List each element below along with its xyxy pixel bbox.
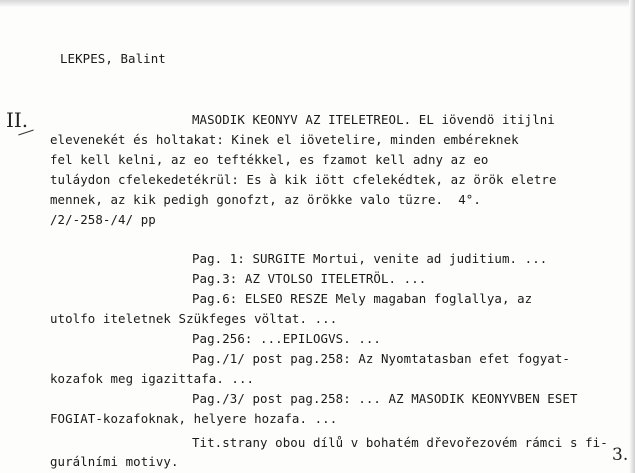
entry-line: /2/-258-/4/ pp <box>50 212 156 227</box>
card-right-edge <box>629 0 635 473</box>
description-line: gurálními motivy. <box>50 454 179 469</box>
author-heading: LEKPES, Balint <box>60 51 166 66</box>
page-note: Pag. 1: SURGITE Mortui, venite ad juditium. ... <box>192 251 548 266</box>
page-note: Pag.6: ELSEO RESZE Mely magaban foglallya, az <box>192 291 533 306</box>
page-note: utolfo iteletnek Szükfeges völtat. ... <box>50 311 338 326</box>
page-note: Pag./1/ post pag.258: Az Nyomtatasban efet fogyat- <box>192 351 570 366</box>
page-note: FOGIAT-kozafoknak, helyere hozafa. ... <box>50 411 338 426</box>
entry-line: MASODIK KEONYV AZ ITELETREOL. EL iövendö itijlni <box>192 112 555 127</box>
card-top-edge <box>0 0 635 8</box>
entry-line: fel kell kelni, az eo teftékkel, es fzamot kell adny az eo <box>50 152 489 167</box>
card-number: 3. <box>612 445 629 465</box>
entry-line: elevenekét és holtakat: Kinek el iövetelire, minden embéreknek <box>50 132 519 147</box>
handwritten-mark: II. <box>6 108 29 132</box>
page-note: Pag./3/ post pag.258: ... AZ MASODIK KEONYVBEN ESET <box>192 391 578 406</box>
page-note: kozafok meg igazittafa. ... <box>50 371 255 386</box>
entry-line: tuláydon cfelekedetékrül: Es à kik iött cfelekédtek, az örök eletre <box>50 172 557 187</box>
entry-line: mennek, az kik pedigh gonofzt, az örökke valo tüzre. 4°. <box>50 192 481 207</box>
page-note: Pag.256: ...EPILOGVS. ... <box>192 331 381 346</box>
page-note: Pag.3: AZ VTOLSO ITELETRÖL. ... <box>192 271 427 286</box>
description-line: Tit.strany obou dílů v bohatém dřevořezovém rámci s fi- <box>192 435 608 450</box>
